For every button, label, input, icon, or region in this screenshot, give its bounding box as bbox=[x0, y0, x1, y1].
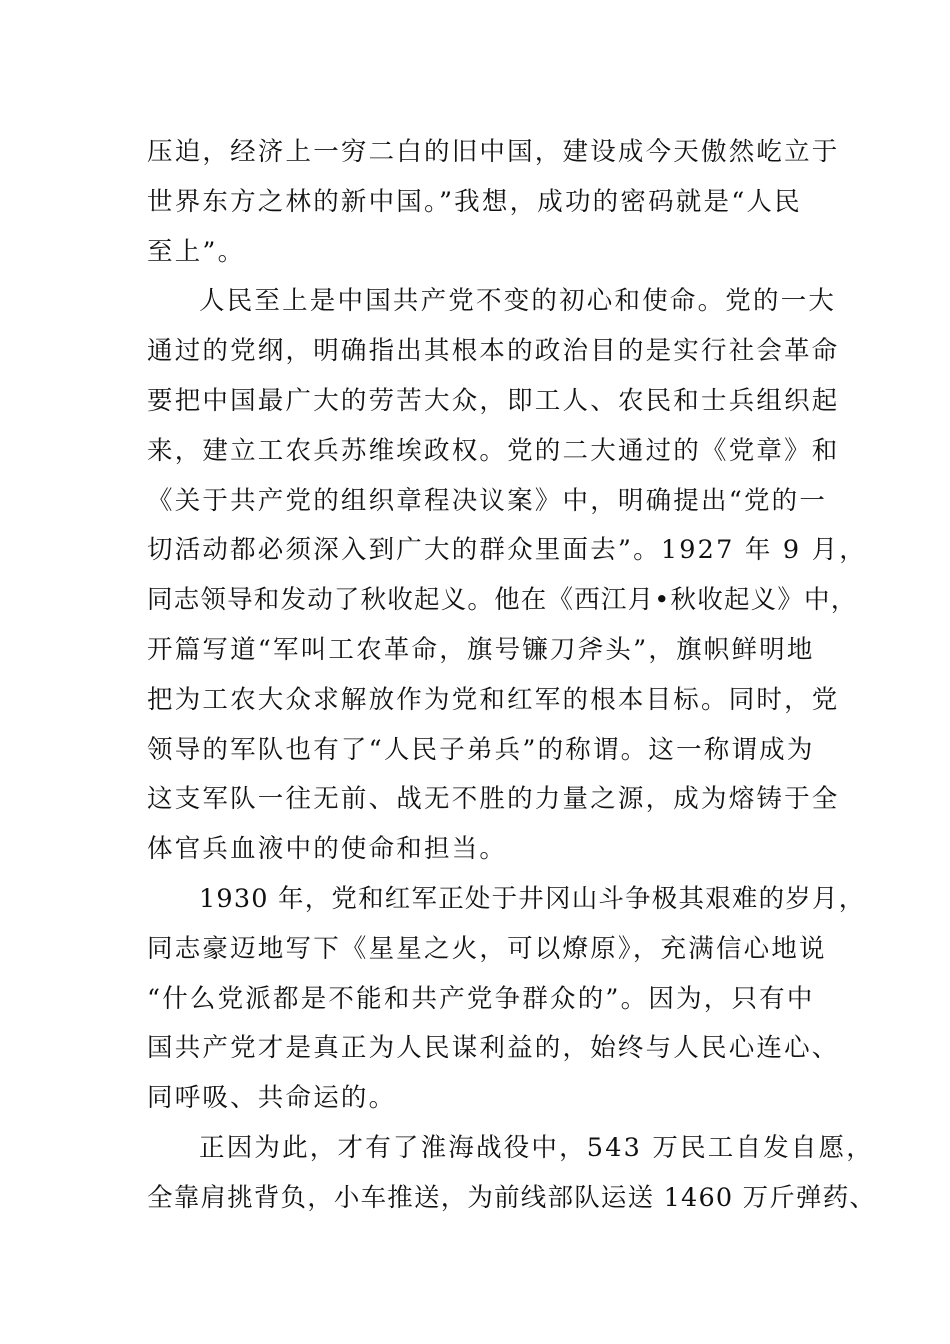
text-line: 全靠肩挑背负，小车推送，为前线部队运送 1460 万斤弹药、 bbox=[147, 1182, 877, 1213]
text-line: 至上”。 bbox=[147, 236, 246, 267]
text-line: 把为工农大众求解放作为党和红军的根本目标。同时，党 bbox=[147, 684, 840, 715]
text-line: 压迫，经济上一穷二白的旧中国，建设成今天傲然屹立于 bbox=[147, 137, 840, 167]
paragraph-first-line: 人民至上是中国共产党不变的初心和使命。党的一大 bbox=[199, 286, 837, 317]
paragraph-first-line: 1930 年，党和红军正处于井冈山斗争极其艰难的岁月， bbox=[199, 883, 866, 914]
text-line: 《关于共产党的组织章程决议案》中，明确提出“党的一 bbox=[147, 485, 828, 516]
text-line: 领导的军队也有了“人民子弟兵”的称谓。这一称谓成为 bbox=[147, 734, 815, 765]
text-line: 同呼吸、共命运的。 bbox=[147, 1083, 397, 1114]
text-line: 体官兵血液中的使命和担当。 bbox=[147, 834, 508, 865]
text-line: 开篇写道“军叫工农革命，旗号镰刀斧头”，旗帜鲜明地 bbox=[147, 634, 815, 665]
text-line: 要把中国最广大的劳苦大众，即工人、农民和士兵组织起 bbox=[147, 385, 840, 416]
text-line: 通过的党纲，明确指出其根本的政治目的是实行社会革命 bbox=[147, 336, 840, 367]
text-line: 同志领导和发动了秋收起义。他在《西江月•秋收起义》中， bbox=[147, 585, 858, 616]
text-line: 同志豪迈地写下《星星之火，可以燎原》，充满信心地说 bbox=[147, 933, 827, 964]
text-line: 国共产党才是真正为人民谋利益的，始终与人民心连心、 bbox=[147, 1033, 840, 1064]
text-line: “什么党派都是不能和共产党争群众的”。因为，只有中 bbox=[147, 983, 815, 1014]
paragraph-first-line: 正因为此，才有了淮海战役中，543 万民工自发自愿， bbox=[199, 1132, 874, 1163]
document-body bbox=[147, 128, 877, 1224]
text-line: 来，建立工农兵苏维埃政权。党的二大通过的《党章》和 bbox=[147, 435, 840, 466]
text-line: 世界东方之林的新中国。”我想，成功的密码就是“人民 bbox=[147, 186, 802, 217]
text-line: 这支军队一往无前、战无不胜的力量之源，成为熔铸于全 bbox=[147, 784, 840, 815]
text-line: 切活动都必须深入到广大的群众里面去”。1927 年 9 月， bbox=[147, 535, 867, 566]
